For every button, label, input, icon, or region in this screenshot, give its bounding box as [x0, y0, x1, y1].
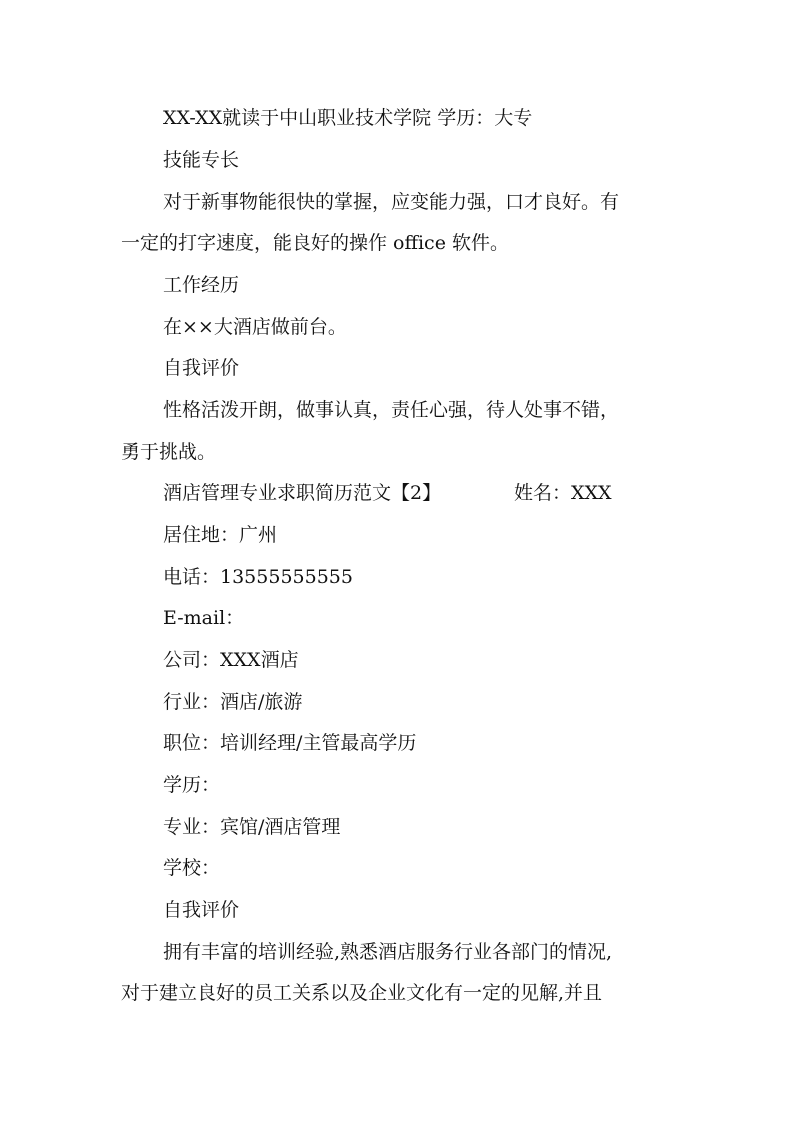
self-evaluation-line-1: 性格活泼开朗，做事认真，责任心强，待人处事不错， [163, 399, 620, 421]
phone-field: 电话：13555555555 [163, 566, 353, 588]
section-heading-self-evaluation: 自我评价 [163, 357, 240, 379]
section-heading-work: 工作经历 [163, 274, 240, 296]
skills-paragraph-line-1: 对于新事物能很快的掌握，应变能力强，口才良好。有 [163, 191, 620, 213]
skills-paragraph-line-2: 一定的打字速度，能良好的操作 office 软件。 [121, 232, 509, 254]
industry-field: 行业：酒店/旅游 [163, 691, 303, 713]
position-field: 职位：培训经理/主管最高学历 [163, 732, 417, 754]
school-field: 学校： [163, 857, 221, 879]
company-field: 公司：XXX酒店 [163, 649, 299, 671]
name-field: 姓名：XXX [514, 482, 612, 504]
self-evaluation-2-line-1: 拥有丰富的培训经验,熟悉酒店服务行业各部门的情况, [163, 941, 613, 963]
residence-field: 居住地：广州 [163, 524, 278, 546]
work-experience-line: 在××大酒店做前台。 [163, 316, 347, 338]
section-heading-self-evaluation-2: 自我评价 [163, 899, 240, 921]
education-line: XX-XX就读于中山职业技术学院 学历：大专 [163, 107, 533, 129]
email-field: E-mail： [163, 607, 245, 629]
resume-title: 酒店管理专业求职简历范文【2】 [163, 482, 442, 504]
self-evaluation-line-2: 勇于挑战。 [121, 441, 217, 463]
major-field: 专业：宾馆/酒店管理 [163, 816, 341, 838]
education-field: 学历： [163, 774, 221, 796]
self-evaluation-2-line-2: 对于建立良好的员工关系以及企业文化有一定的见解,并且 [121, 982, 603, 1004]
section-heading-skills: 技能专长 [163, 149, 240, 171]
